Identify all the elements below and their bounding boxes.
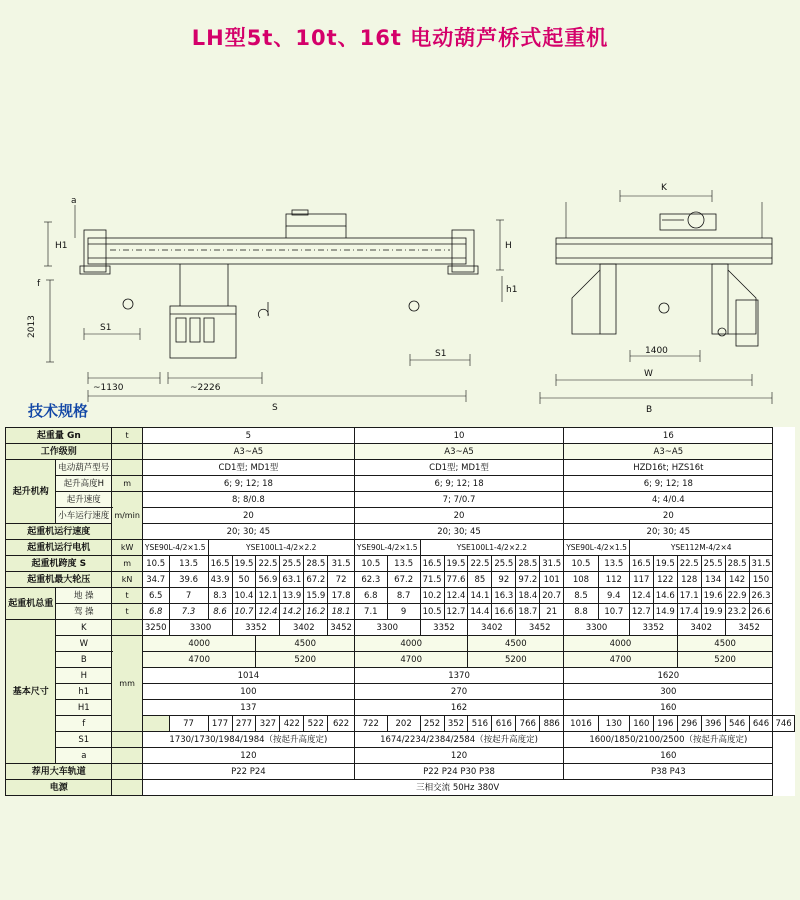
table-row [6,444,794,460]
table-row [6,540,794,556]
wl-5-3: 43.9 [208,572,232,588]
row-label-hoist-model: 电动葫芦型号 [56,460,112,476]
lift-speed-10: 7; 7/0.7 [354,492,563,508]
label-W: W [644,369,653,379]
label-1400: 1400 [645,346,668,356]
table-row [6,556,794,572]
hoist-model-5: CD1型; MD1型 [142,460,354,476]
K-16-3: 3402 [677,620,725,636]
f-16-8: 746 [773,716,794,732]
travel-motor-5a: YSE90L-4/2×1.5 [142,540,208,556]
span-5-1: 10.5 [142,556,169,572]
K-10-3: 3402 [468,620,516,636]
span-16-1: 10.5 [564,556,599,572]
wl-10-1: 62.3 [354,572,387,588]
hoist-model-10: CD1型; MD1型 [354,460,563,476]
row-label-h1: h1 [56,684,112,700]
row-label-H1: H1 [56,700,112,716]
wg-10-7: 18.4 [516,588,540,604]
h1-10: 270 [354,684,563,700]
f-10-5: 616 [492,716,516,732]
unit-mm: mm [112,636,143,732]
span-16-2: 13.5 [598,556,629,572]
span-16-3: 16.5 [629,556,653,572]
row-label-rail: 荐用大车轨道 [6,764,112,780]
group-label-lift: 起升机构 [6,460,56,524]
B-5-1: 4700 [142,652,256,668]
K-16-4: 3452 [725,620,773,636]
travel-motor-10a: YSE90L-4/2×1.5 [354,540,420,556]
K-5-2: 3300 [169,620,232,636]
row-label-lift-height: 起升高度H [56,476,112,492]
unit-class [112,444,143,460]
class-16: A3~A5 [564,444,773,460]
unit-hoist-model [112,460,143,476]
K-5-4: 3402 [280,620,328,636]
row-label-B: B [56,652,112,668]
wg-10-1: 6.8 [354,588,387,604]
wc-16-3: 12.7 [629,604,653,620]
wg-5-7: 15.9 [304,588,328,604]
hoist-model-16: HZD16t; HZS16t [564,460,773,476]
wg-16-5: 17.1 [677,588,701,604]
crane-speed-5: 20; 30; 45 [142,524,354,540]
unit-travel-motor: kW [112,540,143,556]
travel-motor-16a: YSE90L-4/2×1.5 [564,540,630,556]
span-5-5: 22.5 [256,556,280,572]
unit-power [112,780,143,796]
wc-5-5: 12.4 [256,604,280,620]
rail-16: P38 P43 [564,764,773,780]
unit-wheel-load: kN [112,572,143,588]
h1-16: 300 [564,684,773,700]
trolley-speed-5: 20 [142,508,354,524]
travel-motor-16b: YSE112M-4/2×4 [629,540,773,556]
f-10-8: 1016 [564,716,599,732]
wc-5-8: 18.1 [328,604,355,620]
wl-5-7: 67.2 [304,572,328,588]
f-10-3: 352 [444,716,468,732]
row-label-ground-control: 地 操 [56,588,112,604]
crane-speed-16: 20; 30; 45 [564,524,773,540]
span-16-4: 19.5 [653,556,677,572]
wg-16-3: 12.4 [629,588,653,604]
lift-speed-5: 8; 8/0.8 [142,492,354,508]
label-f: f [37,279,41,289]
wc-10-4: 12.7 [444,604,468,620]
wc-16-6: 19.9 [701,604,725,620]
S1-16: 1600/1850/2100/2500（按起升高度定) [564,732,773,748]
row-label-travel-motor: 起重机运行电机 [6,540,112,556]
f-10-7: 886 [540,716,564,732]
wg-5-6: 13.9 [280,588,304,604]
label-S1-right: S1 [435,349,447,359]
f-10-6: 766 [516,716,540,732]
rail-10: P22 P24 P30 P38 [354,764,563,780]
label-H1: H1 [55,241,68,251]
wl-16-5: 128 [677,572,701,588]
unit-weight-ground: t [112,588,143,604]
wc-16-8: 26.6 [749,604,773,620]
wg-10-6: 16.3 [492,588,516,604]
wl-16-4: 122 [653,572,677,588]
wg-5-2: 7 [169,588,208,604]
span-10-8: 31.5 [540,556,564,572]
wl-10-3: 71.5 [420,572,444,588]
label-K: K [661,183,667,193]
a-16: 160 [564,748,773,764]
label-1130: ~1130 [93,383,124,393]
W-10-1: 4000 [354,636,468,652]
span-10-3: 16.5 [420,556,444,572]
table-row [6,732,794,748]
table-row [6,604,794,620]
label-h1: h1 [506,285,518,295]
table-row [6,476,794,492]
label-2013: 2013 [27,315,37,338]
wl-10-2: 67.2 [387,572,420,588]
class-10: A3~A5 [354,444,563,460]
span-10-2: 13.5 [387,556,420,572]
wc-16-7: 23.2 [725,604,749,620]
wc-16-2: 10.7 [598,604,629,620]
span-5-8: 31.5 [328,556,355,572]
wc-10-3: 10.5 [420,604,444,620]
wc-16-4: 14.9 [653,604,677,620]
unit-capacity: t [112,428,143,444]
capacity-5: 5 [142,428,354,444]
f-5-8: 722 [354,716,387,732]
f-10-2: 252 [420,716,444,732]
K-5-3: 3352 [232,620,280,636]
H1-16: 160 [564,700,773,716]
B-10-2: 5200 [468,652,564,668]
a-5: 120 [142,748,354,764]
row-label-W: W [56,636,112,652]
unit-f [142,716,169,732]
wl-16-3: 117 [629,572,653,588]
B-10-1: 4700 [354,652,468,668]
spec-heading: 技术规格 [28,402,89,420]
row-label-span: 起重机跨度 S [6,556,112,572]
page-title: LH型5t、10t、16t 电动葫芦桥式起重机 [191,26,609,50]
wg-5-8: 17.8 [328,588,355,604]
travel-motor-5b: YSE100L1-4/2×2.2 [208,540,354,556]
H-5: 1014 [142,668,354,684]
wc-10-2: 9 [387,604,420,620]
f-16-6: 546 [725,716,749,732]
span-5-6: 25.5 [280,556,304,572]
row-label-S1: S1 [56,732,112,748]
f-16-3: 196 [653,716,677,732]
B-16-1: 4700 [564,652,678,668]
f-16-5: 396 [701,716,725,732]
wg-16-7: 22.9 [725,588,749,604]
row-label-power: 电源 [6,780,112,796]
power-value: 三相交流 50Hz 380V [142,780,773,796]
wl-10-8: 101 [540,572,564,588]
wl-5-2: 39.6 [169,572,208,588]
wg-5-1: 6.5 [142,588,169,604]
label-H: H [505,241,512,251]
wc-5-1: 6.8 [142,604,169,620]
wc-10-7: 18.7 [516,604,540,620]
row-label-capacity: 起重量 Gn [6,428,112,444]
capacity-10: 10 [354,428,563,444]
span-10-4: 19.5 [444,556,468,572]
span-10-6: 25.5 [492,556,516,572]
f-16-2: 160 [629,716,653,732]
f-5-1: 77 [169,716,208,732]
wc-10-1: 7.1 [354,604,387,620]
span-16-8: 31.5 [749,556,773,572]
table-row [6,588,794,604]
wc-5-7: 16.2 [304,604,328,620]
unit-a [112,748,143,764]
f-5-4: 327 [256,716,280,732]
row-label-wheel-load: 起重机最大轮压 [6,572,112,588]
lift-speed-16: 4; 4/0.4 [564,492,773,508]
K-10-4: 3452 [516,620,564,636]
crane-speed-10: 20; 30; 45 [354,524,563,540]
class-5: A3~A5 [142,444,354,460]
label-S: S [272,403,278,413]
row-label-K: K [56,620,112,636]
wl-5-5: 56.9 [256,572,280,588]
W-10-2: 4500 [468,636,564,652]
row-label-H: H [56,668,112,684]
trolley-speed-16: 20 [564,508,773,524]
H1-5: 137 [142,700,354,716]
table-row [6,428,794,444]
table-row [6,572,794,588]
wl-10-6: 92 [492,572,516,588]
wl-16-8: 150 [749,572,773,588]
f-5-7: 622 [328,716,355,732]
wl-16-7: 142 [725,572,749,588]
wc-5-6: 14.2 [280,604,304,620]
lift-height-5: 6; 9; 12; 18 [142,476,354,492]
K-5-5: 3452 [328,620,355,636]
unit-lift-height: m [112,476,143,492]
capacity-16: 16 [564,428,773,444]
a-10: 120 [354,748,563,764]
unit-weight-cab: t [112,604,143,620]
f-5-3: 277 [232,716,256,732]
wc-5-3: 8.6 [208,604,232,620]
specification-table [5,427,794,796]
W-5-2: 4500 [256,636,354,652]
table-row [6,764,794,780]
wc-5-4: 10.7 [232,604,256,620]
wl-16-6: 134 [701,572,725,588]
f-5-6: 522 [304,716,328,732]
wg-10-4: 12.4 [444,588,468,604]
S1-10: 1674/2234/2384/2584（按起升高度定) [354,732,563,748]
table-row [6,620,794,636]
table-row [6,780,794,796]
K-10-2: 3352 [420,620,468,636]
unit-S1 [112,732,143,748]
span-16-7: 28.5 [725,556,749,572]
label-a: a [71,196,77,206]
wl-10-4: 77.6 [444,572,468,588]
wg-10-2: 8.7 [387,588,420,604]
group-label-basic: 基本尺寸 [6,620,56,764]
wl-16-2: 112 [598,572,629,588]
span-5-3: 16.5 [208,556,232,572]
wg-10-5: 14.1 [468,588,492,604]
wg-16-4: 14.6 [653,588,677,604]
row-label-f: f [56,716,112,732]
label-S1-left: S1 [100,323,112,333]
B-16-2: 5200 [677,652,773,668]
wc-5-2: 7.3 [169,604,208,620]
K-5-1: 3250 [142,620,169,636]
wl-5-1: 34.7 [142,572,169,588]
row-label-class: 工作级别 [6,444,112,460]
unit-speed: m/min [112,492,143,540]
wg-5-3: 8.3 [208,588,232,604]
wg-16-8: 26.3 [749,588,773,604]
wg-10-3: 10.2 [420,588,444,604]
W-16-2: 4500 [677,636,773,652]
row-label-lift-speed: 起升速度 [56,492,112,508]
f-16-1: 130 [598,716,629,732]
f-5-2: 177 [208,716,232,732]
wg-5-5: 12.1 [256,588,280,604]
unit-span: m [112,556,143,572]
table-row [6,460,794,476]
group-label-weight: 起重机总重 [6,588,56,620]
table-row [6,636,794,652]
span-5-7: 28.5 [304,556,328,572]
label-B: B [646,405,653,415]
f-10-1: 202 [387,716,420,732]
span-16-5: 22.5 [677,556,701,572]
span-5-2: 13.5 [169,556,208,572]
lift-height-16: 6; 9; 12; 18 [564,476,773,492]
K-10-1: 3300 [354,620,420,636]
wl-5-4: 50 [232,572,256,588]
wg-16-6: 19.6 [701,588,725,604]
B-5-2: 5200 [256,652,354,668]
wl-5-6: 63.1 [280,572,304,588]
travel-motor-10b: YSE100L1-4/2×2.2 [420,540,564,556]
span-10-5: 22.5 [468,556,492,572]
wl-10-7: 97.2 [516,572,540,588]
span-10-7: 28.5 [516,556,540,572]
unit-rail [112,764,143,780]
S1-5: 1730/1730/1984/1984（按起升高度定) [142,732,354,748]
h1-5: 100 [142,684,354,700]
W-5-1: 4000 [142,636,256,652]
f-16-4: 296 [677,716,701,732]
row-label-trolley-speed: 小车运行速度 [56,508,112,524]
wg-10-8: 20.7 [540,588,564,604]
K-16-2: 3352 [629,620,677,636]
label-2226: ~2226 [190,383,221,393]
row-label-a: a [56,748,112,764]
wl-5-8: 72 [328,572,355,588]
trolley-speed-10: 20 [354,508,563,524]
W-16-1: 4000 [564,636,678,652]
table-row [6,748,794,764]
wl-10-5: 85 [468,572,492,588]
wg-5-4: 10.4 [232,588,256,604]
table-row [6,492,794,508]
wc-10-6: 16.6 [492,604,516,620]
unit-K [112,620,143,636]
H1-10: 162 [354,700,563,716]
H-10: 1370 [354,668,563,684]
row-label-crane-speed: 起重机运行速度 [6,524,112,540]
wc-16-1: 8.8 [564,604,599,620]
wl-16-1: 108 [564,572,599,588]
K-16-1: 3300 [564,620,630,636]
row-label-cab-control: 驾 操 [56,604,112,620]
f-5-5: 422 [280,716,304,732]
H-16: 1620 [564,668,773,684]
rail-5: P22 P24 [142,764,354,780]
span-16-6: 25.5 [701,556,725,572]
lift-height-10: 6; 9; 12; 18 [354,476,563,492]
wg-16-2: 9.4 [598,588,629,604]
f-16-7: 646 [749,716,773,732]
span-10-1: 10.5 [354,556,387,572]
wc-16-5: 17.4 [677,604,701,620]
wg-16-1: 8.5 [564,588,599,604]
span-5-4: 19.5 [232,556,256,572]
wc-10-8: 21 [540,604,564,620]
wc-10-5: 14.4 [468,604,492,620]
f-10-4: 516 [468,716,492,732]
